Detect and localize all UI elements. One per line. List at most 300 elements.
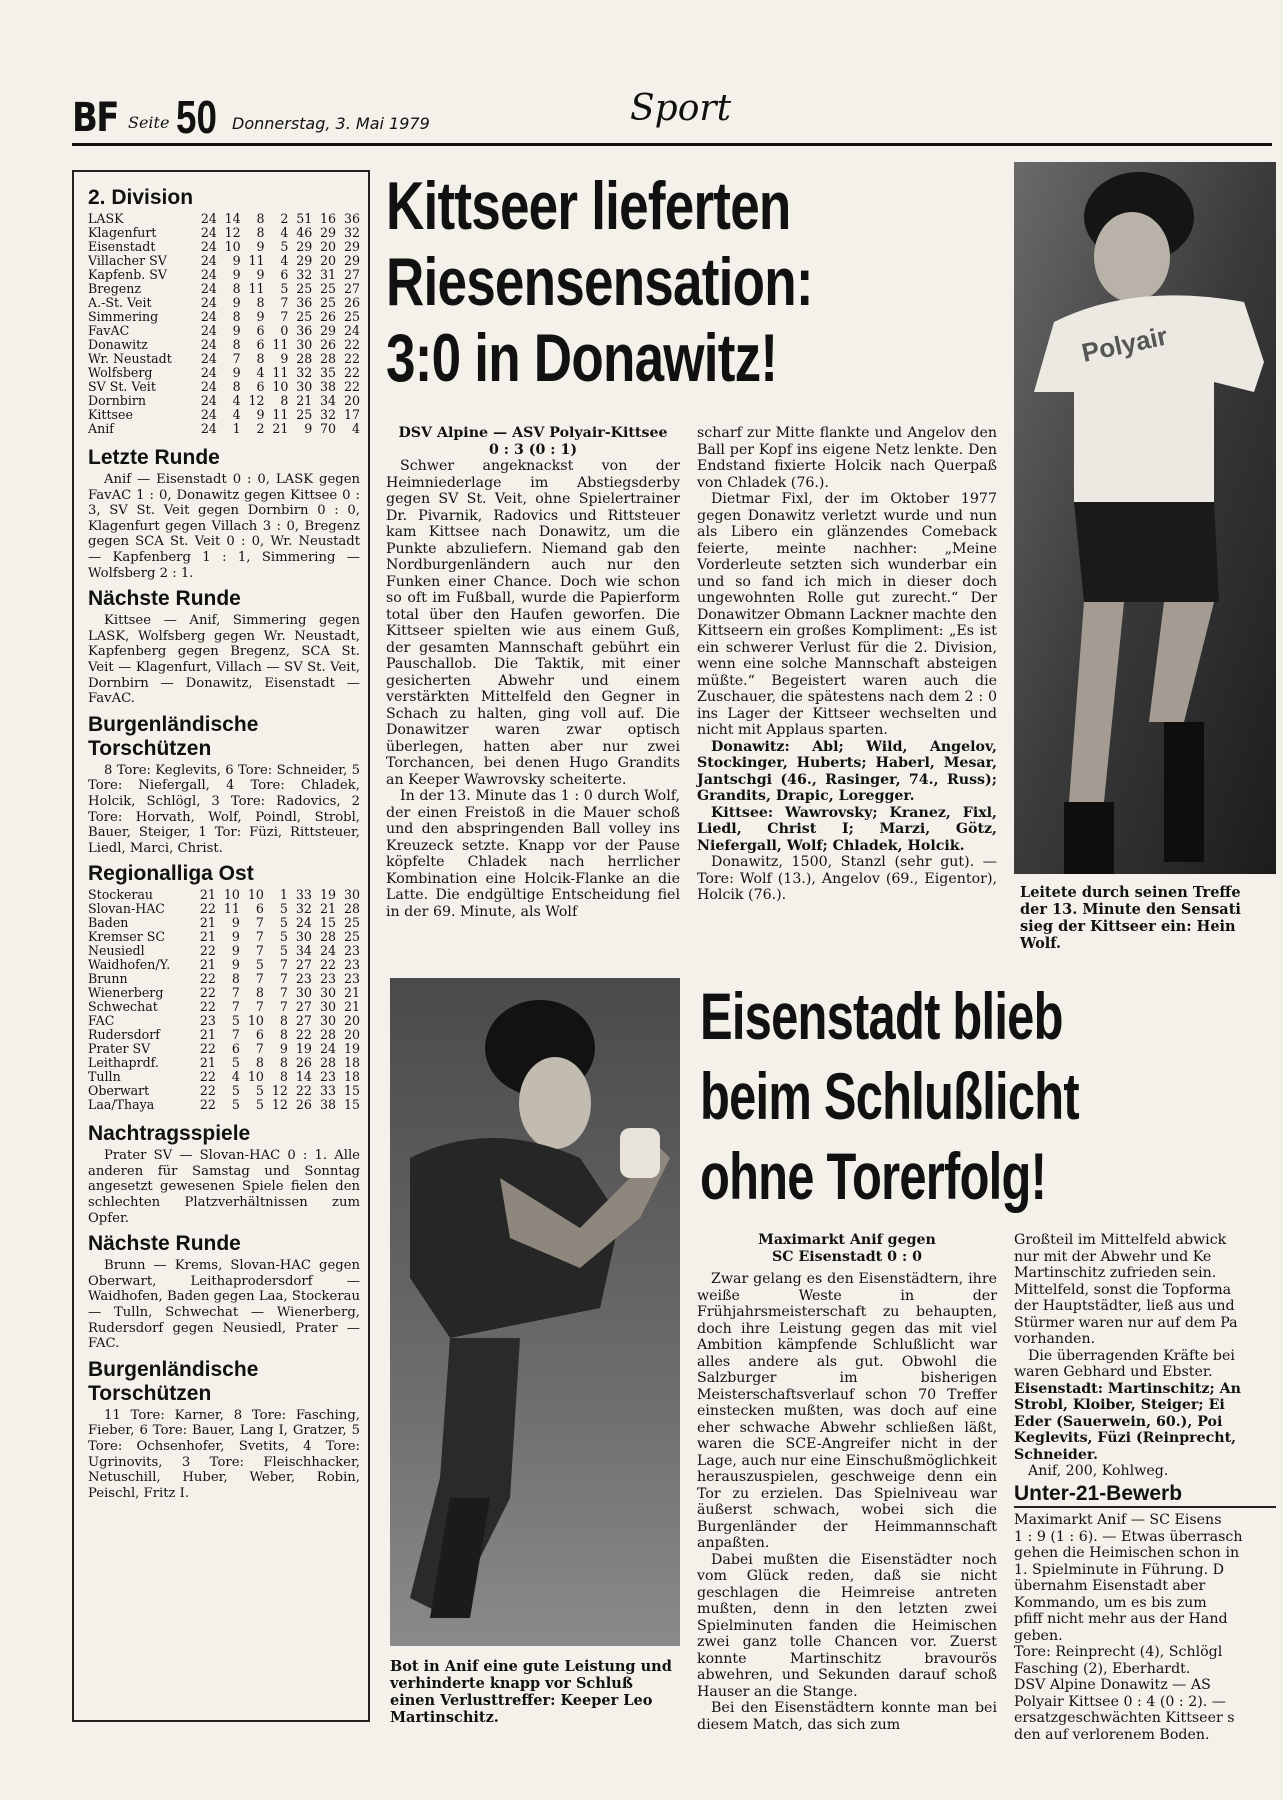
stat-cell: 24 [200,365,217,380]
stat-cell: 22 [199,971,216,987]
stat-cell: 22 [343,351,360,366]
table-row [88,986,360,1000]
stat-cell: 6 [280,267,289,282]
stat-cell: 25 [343,915,360,931]
page-label: Seite [128,113,170,132]
article1-paragraph: Schwer angeknackst von der Heimniederlage im Abstiegsderby gegen SV St. Veit, ohne Spielertrainer Dr. Pivarnik, Radovics und Rittsteuer kam Kittsee nach Donawitz, um die Punkte abzuliefern. Niemand gab den Nordburgenländern auch nur den Funken einer Chance. Doch wie schon so oft im Fußball, wurde die Papierform total über den Haufen geworfen. Die Kittseer spielten wie aus einem Guß, der gesamten Mannschaft gebührt ein Pauschallob. Die Taktik, mit einer gesicherten Abwehr und einem verstärkten Mittelfeld den Gegner in Schach zu halten, ging voll auf. Die Donawitzer waren zwar optisch überlegen, hatten aber nur zwei Torchancen, bei denen Hugo Grandits an Keeper Wawrovsky scheiterte. [386,458,680,788]
stat-cell: 7 [255,929,264,945]
letzte-runde-title: Letzte Runde [88,446,220,469]
stat-cell: 22 [199,1041,216,1057]
table-row [88,888,360,902]
stat-cell: 7 [279,957,288,973]
team-name: Kremser SC [88,929,166,945]
stat-cell: 20 [343,1013,360,1029]
stat-cell: 8 [256,351,265,366]
stat-cell: 21 [199,957,216,973]
stat-cell: 20 [320,239,337,254]
stat-cell: 1 [279,887,288,903]
torschuetzen-text-1: 8 Tore: Keglevits, 6 Tore: Schneider, 5 Tore: Niefergall, 4 Tore: Chladek, Holcik, Schlögl, 3 Tore: Radovics, 2 Tore: Horvath, Wolf, Poindl, Strobl, Bauer, Steiger, 1 Tor: Füzi, Rittsteuer, Liedl, Marci, Christ. [88,762,360,856]
stat-cell: 26 [295,1055,312,1071]
team-name: Anif [88,421,114,436]
stat-cell: 24 [343,323,360,338]
table-row [88,296,360,310]
stat-cell: 5 [231,1055,240,1071]
table-row [88,1098,360,1112]
u21-line: Maximarkt Anif — SC Eisens [1014,1512,1222,1528]
team-name: FAC [88,1013,115,1029]
stat-cell: 34 [295,943,312,959]
article2-lineup-line: Eisenstadt: Martinschitz; An [1014,1380,1241,1397]
team-name: Stockerau [88,887,154,903]
article2-line: Martinschitz zufrieden sein. [1014,1265,1217,1281]
player-photo-caption-line: sieg der Kittseer ein: Hein [1020,918,1236,935]
naechste-runde-title: Nächste Runde [88,587,241,611]
stat-cell: 27 [295,999,312,1015]
stat-cell: 20 [343,1027,360,1043]
stat-cell: 32 [320,407,337,422]
stat-cell: 24 [200,211,217,226]
stat-cell: 30 [295,929,312,945]
torschuetzen-title-1b: Torschützen [88,736,212,760]
stat-cell: 4 [280,253,289,268]
stat-cell: 28 [343,901,360,917]
nachtragsspiele-text: Prater SV — Slovan-HAC 0 : 1. Alle anderen für Samstag und Sonntag angesetzt gewesenen Spiele fielen den schlechten Platzverhältnissen zum Opfer. [88,1148,360,1226]
stat-cell: 28 [319,1055,336,1071]
stat-cell: 34 [320,393,337,408]
stat-cell: 8 [232,337,241,352]
stat-cell: 12 [224,225,241,240]
stat-cell: 10 [223,887,240,903]
stat-cell: 8 [255,985,264,1001]
torschuetzen-title-2b: Torschützen [88,1381,212,1405]
stat-cell: 5 [279,915,288,931]
table-row [88,1056,360,1070]
stat-cell: 21 [199,929,216,945]
stat-cell: 4 [231,1069,240,1085]
article1-score-line: 0 : 3 (0 : 1) [488,441,578,458]
stat-cell: 20 [343,393,360,408]
stat-cell: 15 [319,915,336,931]
stat-cell: 22 [199,1069,216,1085]
stat-cell: 29 [343,253,360,268]
stat-cell: 32 [296,267,313,282]
stat-cell: 27 [343,281,360,296]
table-row [88,1014,360,1028]
table-row [88,366,360,380]
stat-cell: 29 [343,239,360,254]
header-rule [72,143,1272,146]
player-photo-image [1014,162,1276,874]
division2-title: 2. Division [88,186,194,209]
stat-cell: 4 [351,421,360,436]
team-name: Rudersdorf [88,1027,160,1043]
stat-cell: 11 [272,337,289,352]
team-name: Eisenstadt [88,239,156,254]
stat-cell: 8 [279,1055,288,1071]
stat-cell: 9 [279,1041,288,1057]
stat-cell: 6 [255,901,264,917]
stat-cell: 24 [200,421,217,436]
stat-cell: 46 [296,225,313,240]
stat-cell: 26 [343,295,360,310]
stat-cell: 7 [231,999,240,1015]
stat-cell: 5 [231,1013,240,1029]
stat-cell: 8 [279,1013,288,1029]
stat-cell: 27 [295,1013,312,1029]
stat-cell: 24 [319,943,336,959]
stat-cell: 7 [279,971,288,987]
stat-cell: 29 [320,323,337,338]
u21-line: Tore: Reinprecht (4), Schlögl [1014,1644,1223,1660]
stat-cell: 8 [279,1069,288,1085]
stat-cell: 29 [320,225,337,240]
table-row [88,1000,360,1014]
article2-score-line: SC Eisenstadt 0 : 0 [771,1248,922,1265]
table-row [88,282,360,296]
article2-match-line: Maximarkt Anif gegen [758,1232,936,1248]
stat-cell: 9 [256,407,265,422]
newspaper-logo: BF [72,95,118,141]
stat-cell: 9 [231,915,240,931]
table-row [88,1084,360,1098]
stat-cell: 6 [231,1041,240,1057]
table-row [88,268,360,282]
stat-cell: 22 [319,957,336,973]
table-row [88,902,360,916]
team-name: Waidhofen/Y. [88,957,171,973]
stat-cell: 14 [224,211,241,226]
stat-cell: 5 [255,957,264,973]
naechste-runde-text: Kittsee — Anif, Simmering gegen LASK, Wolfsberg gegen Wr. Neustadt, Kapfenberg gegen Bregenz, SCA St. Veit — Klagenfurt, Villach — SV St. Veit, Dornbirn — Donawitz, Eisenstadt — FavAC. [88,613,360,707]
stat-cell: 8 [255,1055,264,1071]
stat-cell: 17 [343,407,360,422]
stat-cell: 24 [200,281,217,296]
table-row [88,324,360,338]
torschuetzen-text-2: 11 Tore: Karner, 8 Tore: Fasching, Fieber, 6 Tore: Bauer, Lang I, Gratzer, 5 Tore: Ochsenhofer, Svetits, 4 Tore: Ugrinovits, 3 Tore: Fleischhacker, Netuschill, Huber, Weber, Robin, Peischl, Fritz I. [88,1407,360,1501]
article2-headline-line1: Eisenstadt blieb [700,979,1063,1053]
team-name: Prater SV [88,1041,151,1057]
stat-cell: 10 [272,379,289,394]
stat-cell: 38 [320,379,337,394]
article2-headline [700,976,1079,1216]
article1-headline [386,168,813,396]
player-photo-caption [1020,884,1282,952]
article1-match-line: DSV Alpine — ASV Polyair-Kittsee [398,425,668,441]
stat-cell: 5 [255,1083,264,1099]
team-name: FavAC [88,323,130,338]
stat-cell: 23 [319,1069,336,1085]
stat-cell: 36 [343,211,360,226]
stat-cell: 9 [231,929,240,945]
stat-cell: 32 [343,225,360,240]
stat-cell: 23 [343,957,360,973]
stat-cell: 25 [343,309,360,324]
stat-cell: 5 [279,929,288,945]
stat-cell: 10 [247,1069,264,1085]
stat-cell: 25 [320,281,337,296]
team-name: Kapfenb. SV [88,267,167,282]
standings-column [72,170,370,1722]
stat-cell: 24 [200,393,217,408]
team-name: LASK [88,211,124,226]
stat-cell: 21 [272,421,289,436]
stat-cell: 9 [232,267,241,282]
stat-cell: 12 [271,1083,288,1099]
stat-cell: 5 [279,901,288,917]
stat-cell: 27 [343,267,360,282]
stat-cell: 0 [280,323,289,338]
article2-column-2-text [1014,1232,1276,1348]
stat-cell: 9 [256,267,265,282]
stat-cell: 7 [279,999,288,1015]
naechste-runde-text-2: Brunn — Krems, Slovan-HAC gegen Oberwart, Leithaprodersdorf — Waidhofen, Baden gegen Laa, Stockerau — Tulln, Schwechat — Wienerberg, Rudersdorf gegen Neusiedl, Prater — FAC. [88,1258,360,1352]
stat-cell: 28 [319,929,336,945]
stat-cell: 8 [232,309,241,324]
stat-cell: 9 [231,957,240,973]
stat-cell: 7 [279,985,288,1001]
player-photo-caption-line: Wolf. [1020,935,1062,952]
stat-cell: 24 [200,379,217,394]
stat-cell: 8 [280,393,289,408]
stat-cell: 5 [255,1097,264,1113]
article2-line: Großteil im Mittelfeld abwick [1014,1232,1227,1248]
article1-paragraph: scharf zur Mitte flankte und Angelov den Ball per Kopf ins eigene Netz lenkte. Den Endstand fixierte Holcik nach Querpaß von Chladek (76.). [697,425,997,491]
stat-cell: 21 [199,887,216,903]
goalkeeper-photo-caption: Bot in Anif eine gute Leistung und verhinderte knapp vor Schluß einen Verlusttreffer: Keeper Leo Martinschitz. [390,1658,672,1726]
stat-cell: 22 [199,985,216,1001]
table-row [88,352,360,366]
article1-headline-line1: Kittseer lieferten [386,168,791,244]
stat-cell: 22 [343,337,360,352]
stat-cell: 28 [320,351,337,366]
stat-cell: 28 [296,351,313,366]
stat-cell: 27 [295,957,312,973]
stat-cell: 7 [231,1027,240,1043]
stat-cell: 36 [296,295,313,310]
team-name: Wr. Neustadt [88,351,172,366]
stat-cell: 70 [320,421,337,436]
article2-headline-line2: beim Schlußlicht [700,1059,1079,1133]
stat-cell: 1 [232,421,241,436]
stat-cell: 15 [343,1083,360,1099]
stat-cell: 24 [200,407,217,422]
table-row [88,394,360,408]
table-row [88,1070,360,1084]
stat-cell: 8 [231,971,240,987]
table-row [88,408,360,422]
stat-cell: 11 [272,365,289,380]
stat-cell: 7 [255,999,264,1015]
stat-cell: 30 [319,999,336,1015]
stat-cell: 26 [295,1097,312,1113]
stat-cell: 25 [320,295,337,310]
stat-cell: 8 [256,225,265,240]
article2-lineup-line: Schneider. [1014,1446,1098,1463]
stat-cell: 21 [343,985,360,1001]
stat-cell: 4 [232,393,241,408]
letzte-runde-text: Anif — Eisenstadt 0 : 0, LASK gegen FavAC 1 : 0, Donawitz gegen Kittsee 0 : 3, SV St. Veit gegen Dornbirn 0 : 0, Klagenfurt gegen Villach 3 : 0, Bregenz gegen SCA St. Veit 0 : 0, Wr. Neustadt — Kapfenberg 1 : 1, Simmering — Wolfsberg 2 : 1. [88,472,360,581]
torschuetzen-title-2a: Burgenländische [88,1357,259,1381]
article2-lineup [1014,1381,1276,1464]
u21-line: 1. Spielminute in Führung. D [1014,1561,1225,1578]
regionalliga-title: Regionalliga Ost [88,862,254,886]
stat-cell: 11 [223,901,240,917]
stat-cell: 19 [295,1041,312,1057]
stat-cell: 8 [256,295,265,310]
u21-line: Kommando, um es bis zum [1014,1594,1207,1611]
stat-cell: 21 [199,1027,216,1043]
stat-cell: 33 [295,887,312,903]
stat-cell: 9 [280,351,289,366]
stat-cell: 30 [319,985,336,1001]
stat-cell: 7 [255,971,264,987]
article2-line: der Hauptstädter, ließ aus und [1014,1298,1235,1314]
u21-text [1014,1512,1276,1743]
team-name: Klagenfurt [88,225,157,240]
stat-cell: 6 [256,379,265,394]
stat-cell: 22 [199,1097,216,1113]
team-name: Slovan-HAC [88,901,165,917]
stat-cell: 22 [199,999,216,1015]
stat-cell: 25 [343,929,360,945]
stat-cell: 51 [296,211,313,226]
stat-cell: 31 [320,267,337,282]
u21-line: DSV Alpine Donawitz — AS [1014,1677,1211,1693]
table-row [88,240,360,254]
stat-cell: 30 [343,887,360,903]
team-name: Tulln [88,1069,121,1085]
article1-paragraph: In der 13. Minute das 1 : 0 durch Wolf, der einen Freistoß in die Mauer schoß und den abspringenden Ball volley ins Kreuzeck setzte. Knapp vor der Pause köpfelte Chladek nach herrlicher Kombination eine Holcik-Flanke an die Latte. Die endgültige Entscheidung fiel in der 69. Minute, als Wolf [386,788,680,920]
stat-cell: 25 [296,281,313,296]
article2-paragraph: Zwar gelang es den Eisenstädtern, ihre weiße Weste in der Frühjahrsmeisterschaft zu behaupten, doch ihre Leistung gegen das mit viel Ambition kämpfende Schlußlicht war alles andere als gut. Obwohl die Salzburger im bisherigen Meisterschaftsverlauf schon 70 Treffer einstecken mußten, was doch auf eine eher schwache Abwehr schließen läßt, waren die SCE-Angreifer nicht in der Lage, auch nur eine Einschußmöglichkeit herauszuspielen, geschweige denn ein Tor zu erzielen. Das Spielniveau war äußerst schwach, wobei sich die Burgenländer der Heimmannschaft anpaßten. [697,1271,997,1551]
stat-cell: 22 [199,1083,216,1099]
stat-cell: 5 [231,1083,240,1099]
team-name: Donawitz [88,337,148,352]
stat-cell: 24 [319,1041,336,1057]
stat-cell: 9 [232,365,241,380]
stat-cell: 23 [343,971,360,987]
table-row [88,310,360,324]
stat-cell: 10 [247,887,264,903]
stat-cell: 23 [199,1013,216,1029]
stat-cell: 8 [279,1027,288,1043]
stat-cell: 24 [200,337,217,352]
stat-cell: 12 [248,393,265,408]
stat-cell: 35 [320,365,337,380]
issue-date: Donnerstag, 3. Mai 1979 [232,114,430,133]
article1-headline-line3: 3:0 in Donawitz! [386,320,778,396]
team-name: Dornbirn [88,393,147,408]
stat-cell: 7 [232,351,241,366]
article1-column-2 [697,425,997,904]
table-row [88,1028,360,1042]
stat-cell: 24 [200,225,217,240]
team-name: Schwechat [88,999,158,1015]
stat-cell: 12 [271,1097,288,1113]
article2-line: nur mit der Abwehr und Ke [1014,1248,1212,1265]
stat-cell: 9 [304,421,313,436]
stat-cell: 22 [343,365,360,380]
team-name: Laa/Thaya [88,1097,155,1113]
u21-line: geben. [1014,1627,1063,1644]
u21-line: übernahm Eisenstadt aber [1014,1578,1206,1594]
stat-cell: 24 [295,915,312,931]
stat-cell: 22 [199,901,216,917]
team-name: Oberwart [88,1083,150,1099]
stat-cell: 19 [343,1041,360,1057]
stat-cell: 22 [295,1027,312,1043]
team-name: Wolfsberg [88,365,153,380]
stat-cell: 33 [319,1083,336,1099]
stat-cell: 30 [296,379,313,394]
stat-cell: 21 [199,915,216,931]
u21-title: Unter-21-Bewerb [1014,1486,1276,1509]
article2-lineup-line: Strobl, Kloiber, Steiger; Ei [1014,1397,1225,1413]
table-row [88,916,360,930]
stat-cell: 6 [255,1027,264,1043]
stat-cell: 11 [248,253,265,268]
table-row [88,380,360,394]
stat-cell: 14 [295,1069,312,1085]
u21-line: Polyair Kittsee 0 : 4 (0 : 2). — [1014,1693,1226,1710]
team-name: Villacher SV [88,253,167,268]
nachtragsspiele-title: Nachtragsspiele [88,1122,251,1146]
regionalliga-table [88,888,360,1112]
article2-stats: Anif, 200, Kohlweg. [1028,1463,1169,1479]
u21-line: gehen die Heimischen schon in [1014,1545,1240,1561]
svg-text:Polyair: Polyair [1079,320,1171,368]
stat-cell: 11 [248,281,265,296]
stat-cell: 18 [343,1055,360,1071]
stat-cell: 25 [296,309,313,324]
article1-lineup-donawitz: Donawitz: Abl; Wild, Angelov, Stockinger, Huberts; Haberl, Mesar, Jantschgi (46., Rasinger, 74., Russ); Grandits, Drapic, Loregger. [697,738,997,804]
team-name: A.-St. Veit [88,295,152,310]
table-row [88,254,360,268]
stat-cell: 22 [199,943,216,959]
stat-cell: 30 [319,1013,336,1029]
stat-cell: 7 [280,309,289,324]
stat-cell: 9 [231,943,240,959]
article2-column-1 [697,1232,997,1733]
article1-paragraph: Dietmar Fixl, der im Oktober 1977 gegen Donawitz verletzt wurde und nun als Libero ein glänzendes Comeback feierte, meinte nachher: „Meine Vorderleute setzten sich wunderbar ein und so fand ich mich in dieser doch ungewohnten Rolle gut zurecht.“ Der Donawitzer Obmann Lackner machte den Kittseern ein großes Kompliment: „Es ist ein schwerer Verlust für die 2. Division, wenn eine solche Mannschaft absteigen müßte.“ Begeistert waren auch die Zuschauer, die spätestens nach dem 2 : 0 ins Lager der Kittseer wechselten und nicht mit Applaus sparten. [697,491,997,738]
article2-column-2 [1014,1232,1276,1743]
stat-cell: 9 [256,309,265,324]
stat-cell: 11 [272,407,289,422]
stat-cell: 10 [224,239,241,254]
u21-line: Fasching (2), Eberhardt. [1014,1660,1191,1677]
table-row [88,930,360,944]
stat-cell: 24 [200,309,217,324]
team-name: Simmering [88,309,159,324]
u21-line: ersatzgeschwächten Kittseer s [1014,1710,1235,1726]
player-photo [1014,162,1276,874]
stat-cell: 7 [255,915,264,931]
team-name: Kittsee [88,407,133,422]
stat-cell: 6 [256,323,265,338]
stat-cell: 36 [296,323,313,338]
stat-cell: 18 [343,1069,360,1085]
stat-cell: 24 [200,253,217,268]
team-name: Baden [88,915,129,931]
team-name: Leithaprdf. [88,1055,159,1071]
stat-cell: 10 [247,1013,264,1029]
u21-line: pfiff nicht mehr aus der Hand [1014,1611,1228,1627]
article1-lineup-kittsee: Kittsee: Wawrovsky; Kranez, Fixl, Liedl, Christ I; Marzi, Götz, Niefergall, Wolf; Chladek, Holcik. [697,804,997,854]
article2-paragraph: Dabei mußten die Eisenstädter noch vom Glück reden, daß sie nicht geschlagen die Heimreise antreten mußten, denn in den letzten zwei Spielminuten fanden die Heimischen zwei ganz tolle Chancen vor. Zuerst konnte Martinschitz bravourös abwehren, und Sekunden darauf schoß Hauser an die Stange. [697,1551,997,1700]
page-number: 50 [176,91,217,143]
stat-cell: 22 [295,1083,312,1099]
stat-cell: 21 [343,999,360,1015]
